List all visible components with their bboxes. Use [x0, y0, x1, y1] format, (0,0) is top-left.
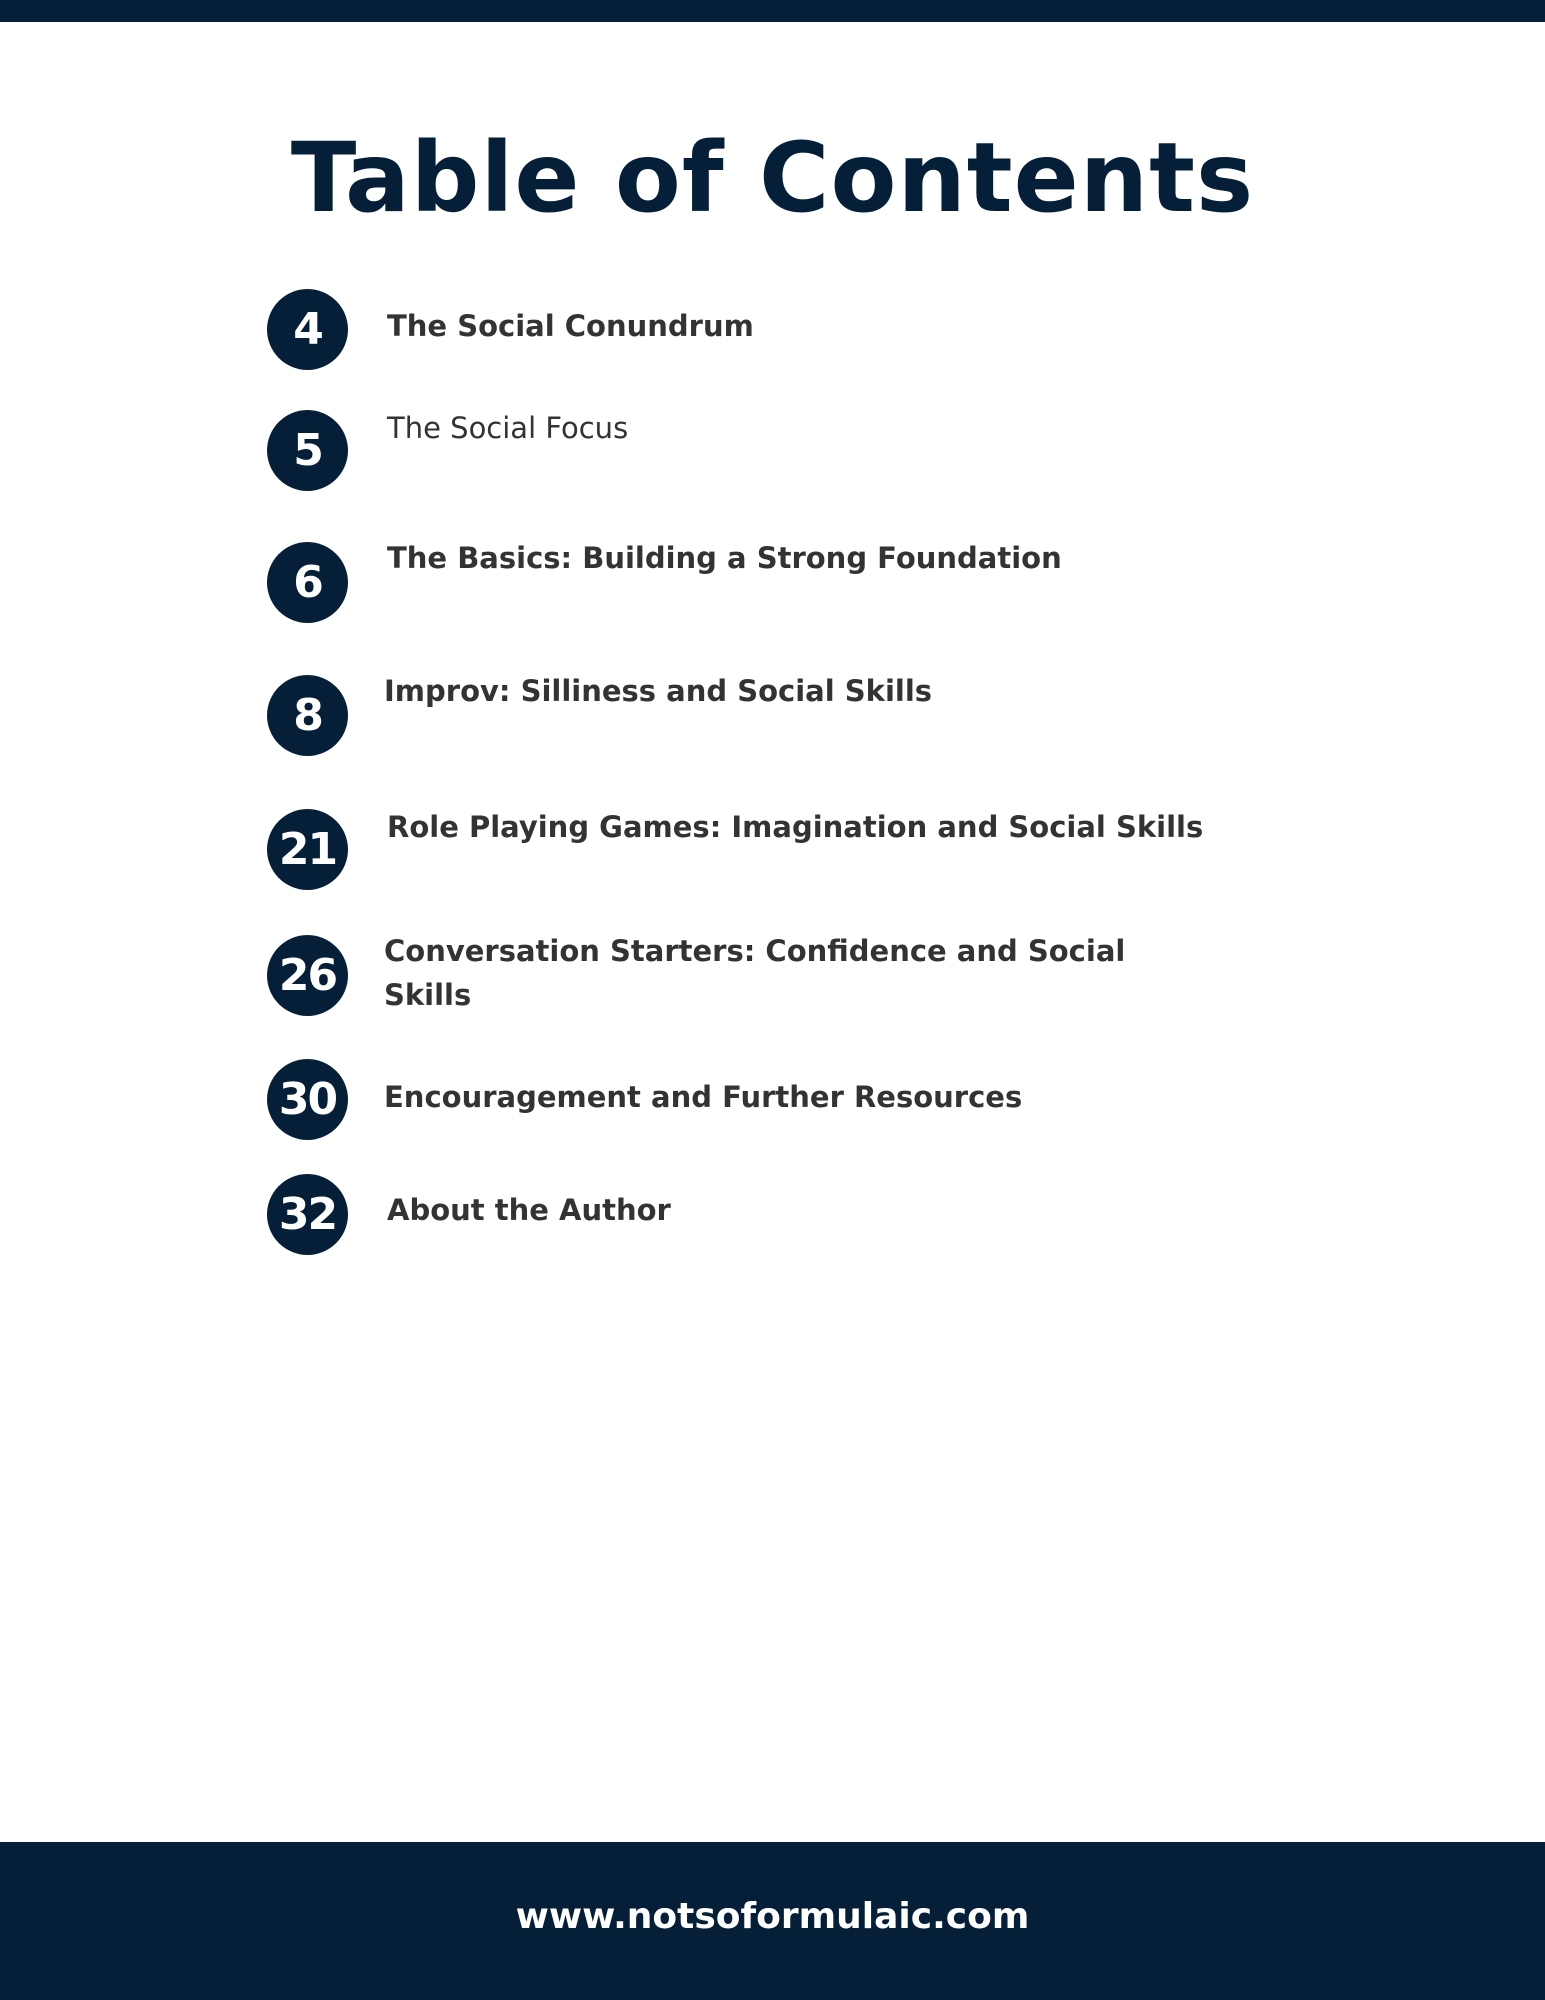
toc-item[interactable] — [267, 1174, 1267, 1255]
toc-entry-title: Conversation Starters: Confidence and Social Skills — [384, 934, 1126, 1012]
top-bar — [0, 0, 1545, 22]
page-number-badge: 26 — [267, 935, 348, 1016]
toc-item[interactable] — [267, 675, 1267, 756]
toc-entry-title: Improv: Silliness and Social Skills — [384, 674, 933, 708]
page-number-badge: 30 — [267, 1059, 348, 1140]
page-number-badge: 8 — [267, 675, 348, 756]
toc-item[interactable] — [267, 1059, 1267, 1140]
toc-item[interactable] — [267, 935, 1267, 1016]
page-number-badge: 6 — [267, 542, 348, 623]
toc-entry-title: Role Playing Games: Imagination and Social Skills — [387, 810, 1204, 844]
footer — [0, 1842, 1545, 2000]
toc-item[interactable] — [267, 809, 1267, 890]
toc-entry-title: Encouragement and Further Resources — [384, 1080, 1023, 1114]
page-number-badge: 32 — [267, 1174, 348, 1255]
toc-entry-title: The Social Conundrum — [387, 309, 754, 343]
toc-item[interactable] — [267, 289, 1267, 370]
page-number-badge: 21 — [267, 809, 348, 890]
toc-item[interactable] — [267, 542, 1267, 623]
toc-entry-title: The Basics: Building a Strong Foundation — [387, 541, 1062, 575]
toc-entry-title: The Social Focus — [387, 411, 629, 445]
footer-url-link[interactable]: www.notsoformulaic.com — [515, 1896, 1030, 1937]
page-title: Table of Contents — [290, 122, 1255, 234]
page-number-badge: 4 — [267, 289, 348, 370]
toc-item[interactable] — [267, 410, 1267, 491]
page-number-badge: 5 — [267, 410, 348, 491]
toc-entry-title: About the Author — [387, 1193, 671, 1227]
